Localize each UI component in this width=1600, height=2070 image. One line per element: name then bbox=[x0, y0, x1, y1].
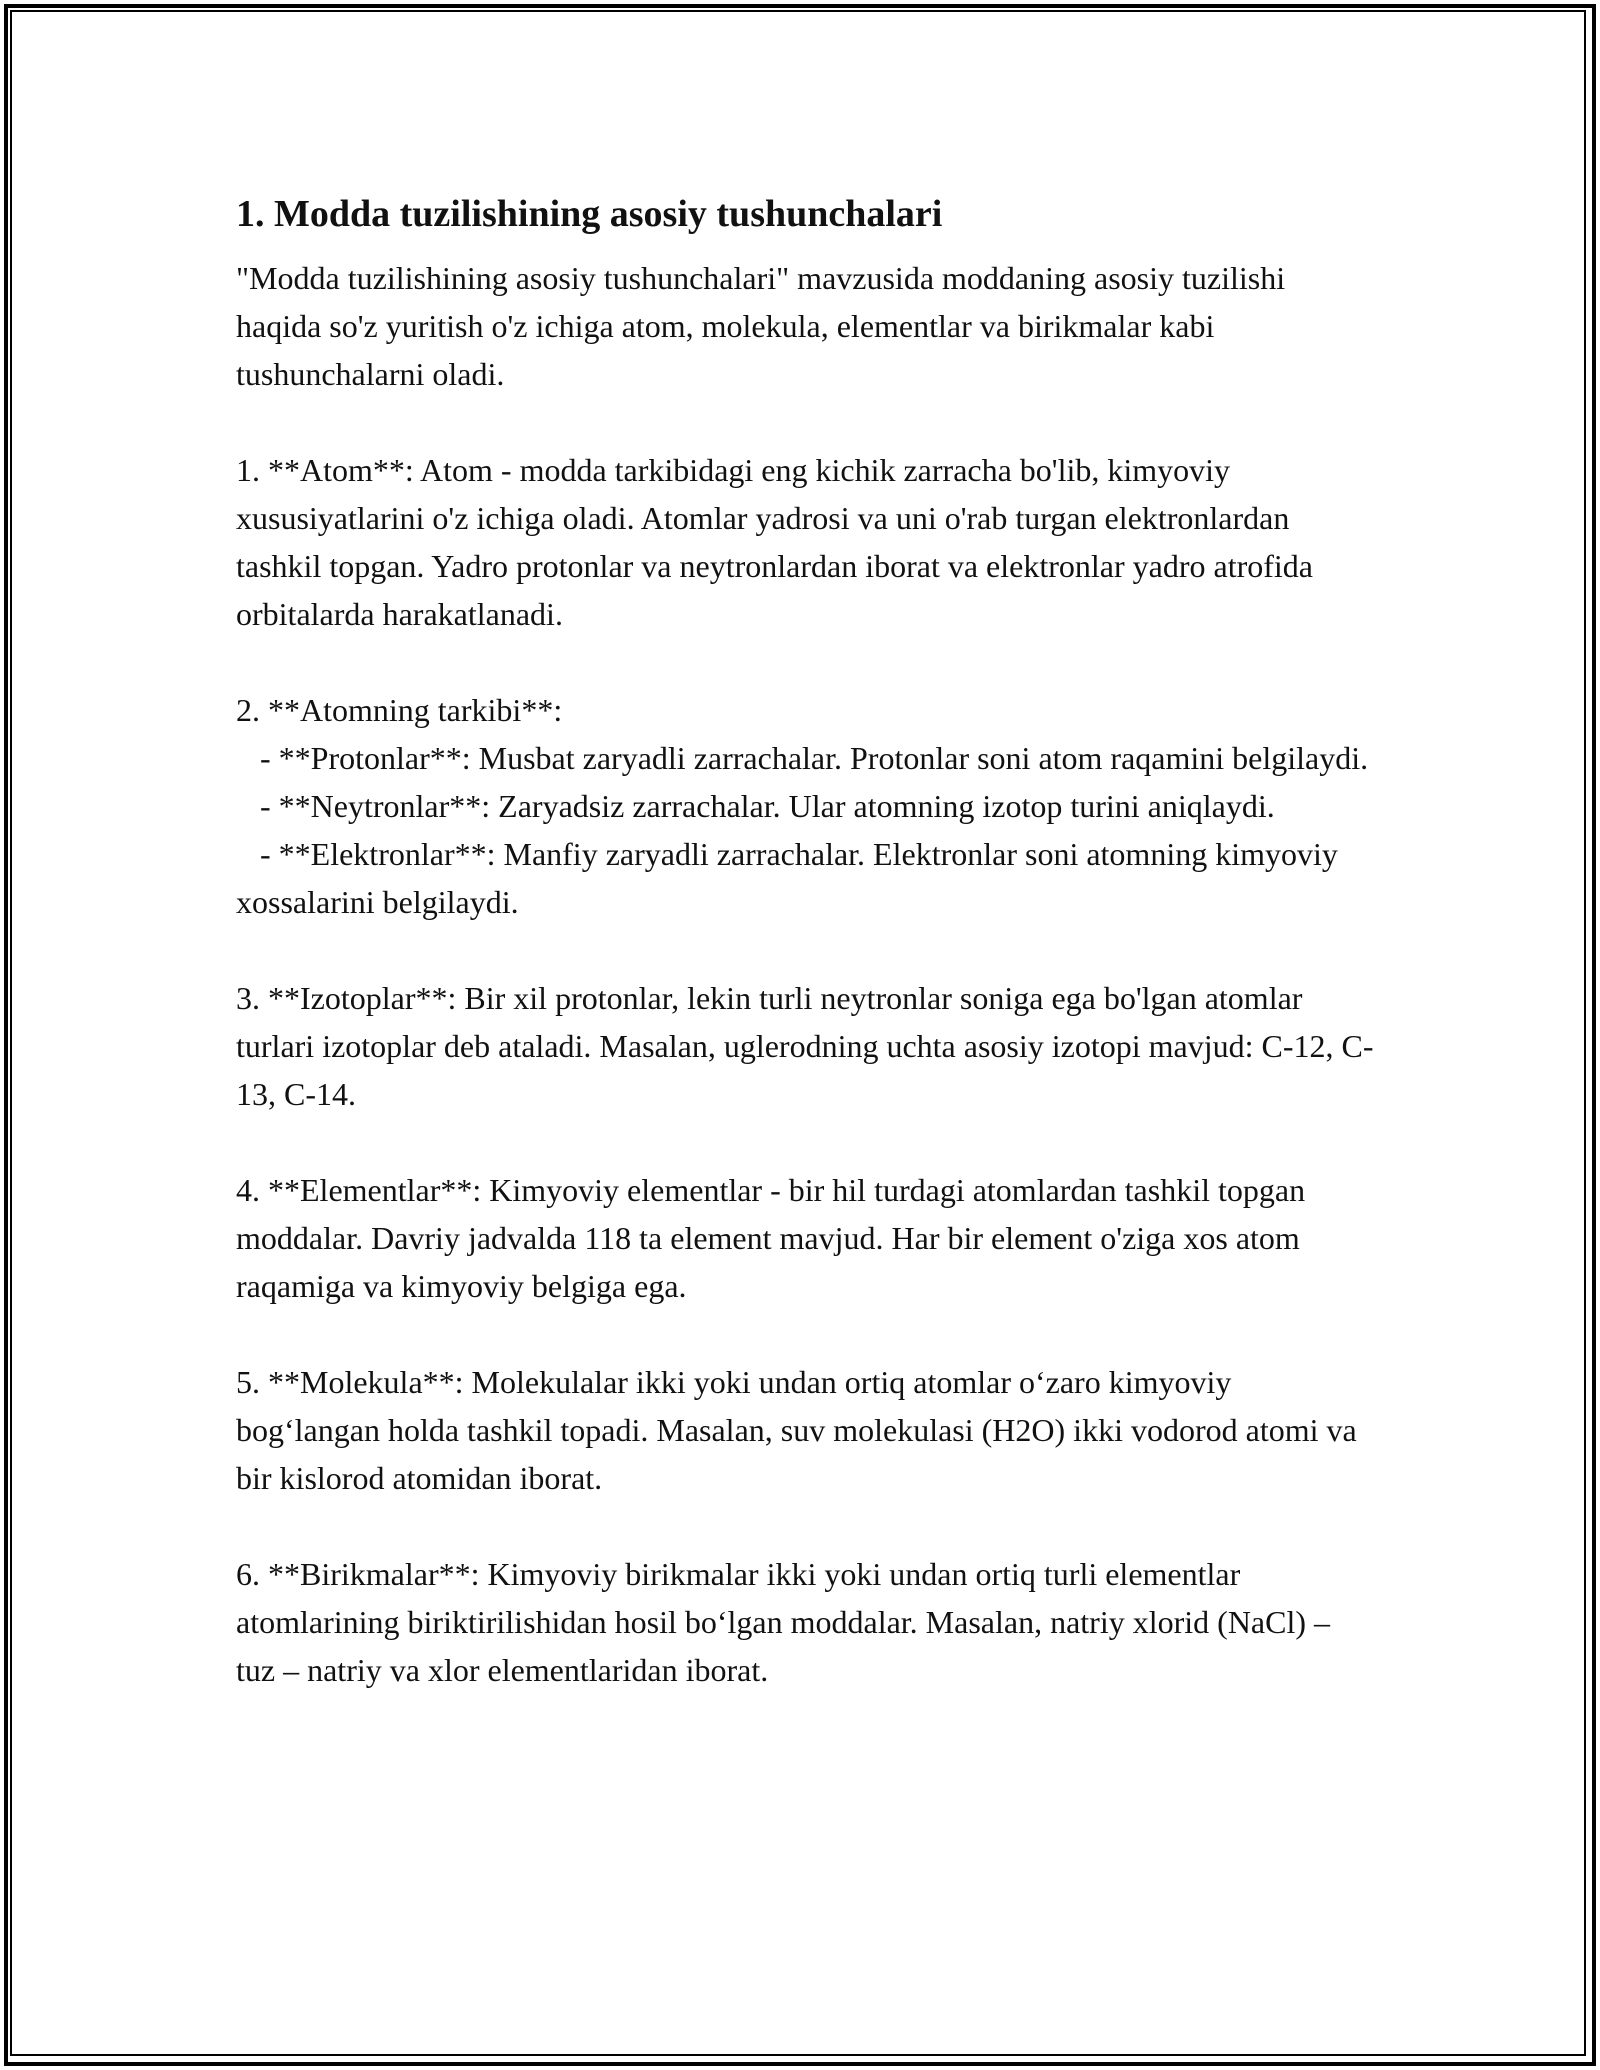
paragraph-gap bbox=[236, 638, 1376, 686]
composition-heading: 2. **Atomning tarkibi**: bbox=[236, 692, 563, 728]
elements-paragraph: 4. **Elementlar**: Kimyoviy elementlar - bir hil turdagi atomlardan tashkil topgan moddalar. Davriy jadvalda 118 ta element mavjud. Har bir element o'ziga xos atom raqamiga va kimyoviy belgiga ega. bbox=[236, 1172, 1314, 1304]
neutrons-item: - **Neytronlar**: Zaryadsiz zarrachalar. Ular atomning izotop turini aniqlaydi. bbox=[236, 788, 1275, 824]
compounds-paragraph: 6. **Birikmalar**: Kimyoviy birikmalar ikki yoki undan ortiq turli elementlar atomlarining biriktirilishidan hosil bo‘lgan moddalar. Masalan, natriy xlorid (NaCl) – tuz – natriy va xlor elementlaridan iborat. bbox=[236, 1556, 1339, 1688]
paragraph-gap bbox=[236, 398, 1376, 446]
paragraph-gap bbox=[236, 1118, 1376, 1166]
protons-item: - **Protonlar**: Musbat zaryadli zarrachalar. Protonlar soni atom raqamini belgilaydi. bbox=[236, 740, 1369, 776]
document-body bbox=[236, 186, 1376, 1694]
paragraph-gap bbox=[236, 926, 1376, 974]
paragraph-gap bbox=[236, 1502, 1376, 1550]
isotopes-paragraph: 3. **Izotoplar**: Bir xil protonlar, lekin turli neytronlar soniga ega bo'lgan atomlar turlari izotoplar deb ataladi. Masalan, uglerodning uchta asosiy izotopi mavjud: C-12, C-13, C-14. bbox=[236, 980, 1374, 1112]
atom-paragraph: 1. **Atom**: Atom - modda tarkibidagi eng kichik zarracha bo'lib, kimyoviy xususiyatlarini o'z ichiga oladi. Atomlar yadrosi va uni o'rab turgan elektronlardan tashkil topgan. Yadro protonlar va neytronlardan iborat va elektronlar yadro atrofida orbitalarda harakatlanadi. bbox=[236, 452, 1321, 632]
intro-paragraph: "Modda tuzilishining asosiy tushunchalari" mavzusida moddaning asosiy tuzilishi haqida so'z yuritish o'z ichiga atom, molekula, elementlar va birikmalar kabi tushunchalarni oladi. bbox=[236, 260, 1294, 392]
molecule-paragraph: 5. **Molekula**: Molekulalar ikki yoki undan ortiq atomlar o‘zaro kimyoviy bog‘langan holda tashkil topadi. Masalan, suv molekulasi (H2O) ikki vodorod atomi va bir kislorod atomidan iborat. bbox=[236, 1364, 1365, 1496]
electrons-item: - **Elektronlar**: Manfiy zaryadli zarrachalar. Elektronlar soni atomning kimyoviy xossalarini belgilaydi. bbox=[236, 836, 1346, 920]
paragraph-gap bbox=[236, 1310, 1376, 1358]
document-title: 1. Modda tuzilishining asosiy tushunchalari bbox=[236, 193, 943, 235]
